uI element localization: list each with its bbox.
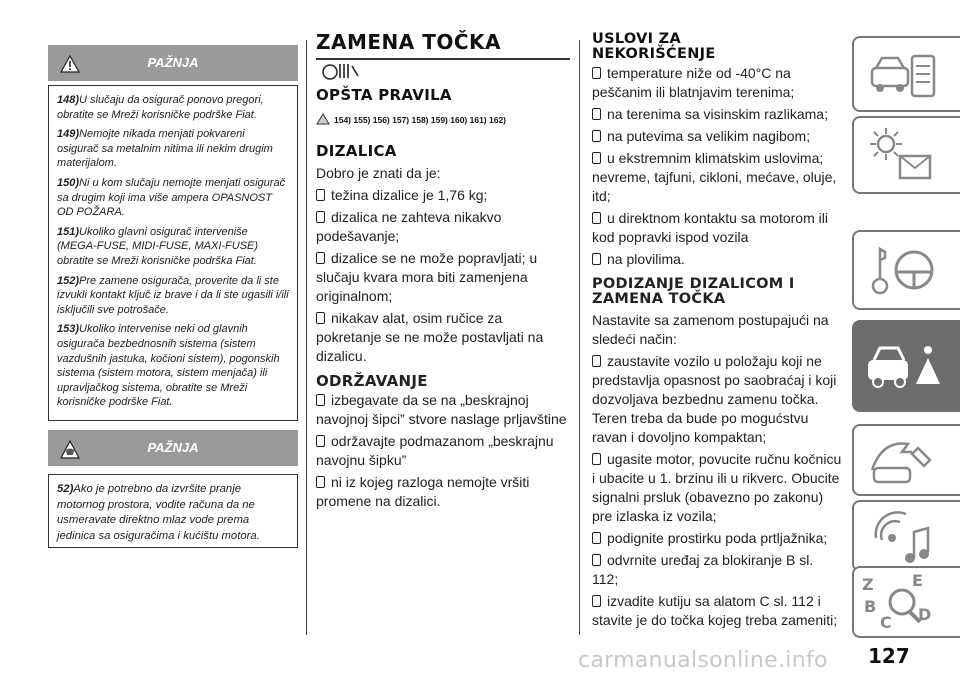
warning1-title: PAŽNJA <box>147 55 199 70</box>
list-item: na putevima sa velikim nagibom; <box>592 127 842 146</box>
list-item: na terenima sa visinskim razlikama; <box>592 105 842 124</box>
svg-text:C: C <box>880 613 892 632</box>
svg-text:Z: Z <box>862 575 874 594</box>
warning-engine-icon <box>60 440 80 460</box>
bullet-box-icon <box>592 532 601 544</box>
tab-car-dashboard[interactable] <box>852 36 960 112</box>
emergency-icon <box>864 332 944 402</box>
list-item: temperature niže od -40°C na peščanim ili blatnjavim terenima; <box>592 65 795 100</box>
key-steering-icon <box>868 240 938 304</box>
warning1-header <box>48 45 298 81</box>
references-line: 154) 155) 156) 157) 158) 159) 160) 161) 162) <box>316 113 506 125</box>
warning-paragraph: 52)Ako je potrebno da izvršite pranje motornog prostora, vodite računa da ne usmeravate direktno mlaz vode prema jedinica sa osiguračima i kućištu motora. <box>57 483 260 542</box>
watermark: carmanualsonline.info <box>578 648 828 673</box>
maintenance-icon <box>868 434 938 490</box>
column-divider <box>579 40 580 635</box>
warning2-header <box>48 430 298 466</box>
bullet-box-icon <box>316 211 325 223</box>
bullet-box-icon <box>592 355 601 367</box>
bullet-box-icon <box>592 108 601 120</box>
page-number: 127 <box>868 644 910 668</box>
maintenance-heading: ODRŽAVANJE <box>316 372 428 390</box>
bullet-box-icon <box>592 453 601 465</box>
bullet-box-icon <box>592 554 601 566</box>
list-item: odvrnite uređaj za blokiranje B sl. 112; <box>592 552 814 587</box>
bullet-box-icon <box>592 130 601 142</box>
bullet-box-icon <box>592 67 601 79</box>
warning-triangle-icon <box>60 55 80 73</box>
bullet-box-icon <box>592 212 601 224</box>
list-item: održavajte podmazanom „beskrajnu navojnu šipku” <box>316 433 554 468</box>
svg-text:B: B <box>864 597 877 616</box>
lifting-intro: Nastavite sa zamenom postupajući na sledeći način: <box>592 312 829 347</box>
warning1-box <box>48 85 298 421</box>
bullet-box-icon <box>592 595 601 607</box>
warning-paragraph: 150)Ni u kom slučaju nemojte menjati osigurač sa drugim koji ima više ampera OPASNOST OD POŽARA. <box>57 176 286 219</box>
list-item: zaustavite vozilo u položaju koji ne predstavlja opasnost po saobraćaj i koji dozvoljava bezbednu zamenu točka. Teren treba da bude po mogućstvu ravan i dovoljno kompaktan; <box>592 353 837 445</box>
warning-triangle-icon <box>316 113 330 125</box>
warning-paragraph: 148)U slučaju da osigurač ponovo pregori, obratite se Mreži korisničke podrške Fiat. <box>57 94 264 121</box>
tab-multimedia[interactable] <box>852 500 960 572</box>
bullet-box-icon <box>316 476 325 488</box>
list-item: izvadite kutiju sa alatom C sl. 112 i stavite je do točka kojeg treba zameniti; <box>592 593 838 628</box>
jack-intro: Dobro je znati da je: <box>316 165 441 181</box>
list-item: izbegavate da se na „beskrajnoj navojnoj šipci” stvore naslage prljavštine <box>316 392 567 427</box>
tab-index[interactable] <box>852 566 960 638</box>
bullet-box-icon <box>316 252 325 264</box>
bullet-box-icon <box>316 435 325 447</box>
conditions-heading: USLOVI ZA NEKORIŠĆENJE <box>592 31 716 62</box>
bullet-box-icon <box>592 152 601 164</box>
list-item: težina dizalice je 1,76 kg; <box>316 186 570 205</box>
page-title: ZAMENA TOČKA <box>316 30 502 54</box>
bullet-box-icon <box>316 312 325 324</box>
list-item: dizalica ne zahteva nikakvo podešavanje; <box>316 209 502 244</box>
tab-emergency[interactable] <box>852 320 960 412</box>
general-rules-heading: OPŠTA PRAVILA <box>316 86 452 104</box>
tab-warning-lights[interactable] <box>852 116 960 194</box>
list-item: u ekstremnim klimatskim uslovima; nevreme, tajfuni, cikloni, mećave, oluje, itd; <box>592 150 837 204</box>
list-item: ugasite motor, povucite ručnu kočnicu i ubacite u 1. brzinu ili u rikverc. Obucite signalni prsluk (obavezno po zakonu) pre izlaska iz vozila; <box>592 451 842 524</box>
car-dashboard-icon <box>868 46 938 106</box>
jack-heading: DIZALICA <box>316 142 397 160</box>
list-item: podignite prostirku poda prtljažnika; <box>592 529 842 548</box>
warning-paragraph: 151)Ukoliko glavni osigurač interveniše (MEGA-FUSE, MIDI-FUSE, MAXI-FUSE) obratite se Mreži korisničke podrška Fiat. <box>57 225 259 267</box>
bullet-box-icon <box>316 189 325 201</box>
column-divider <box>306 40 307 635</box>
index-icon <box>862 572 938 634</box>
list-item: nikakav alat, osim ručice za pokretanje se ne može postavljati na dizalicu. <box>316 310 544 364</box>
list-item: ni iz kojeg razloga nemojte vršiti promene na dizalici. <box>316 474 530 509</box>
multimedia-icon <box>868 508 938 568</box>
lifting-heading: PODIZANJE DIZALICOM I ZAMENA TOČKA <box>592 276 795 307</box>
warning2-box <box>48 474 298 548</box>
warning-lights-icon <box>868 126 938 188</box>
svg-text:E: E <box>912 572 923 590</box>
list-item: dizalice se ne može popravljati; u slučaju kvara mora biti zamenjena originalnom; <box>316 250 538 304</box>
bullet-box-icon <box>592 253 601 265</box>
wheel-change-icon <box>316 60 364 82</box>
bullet-box-icon <box>316 394 325 406</box>
tab-maintenance[interactable] <box>852 424 960 496</box>
list-item: u direktnom kontaktu sa motorom ili kod popravki ispod vozila <box>592 210 828 245</box>
tab-key-steering[interactable] <box>852 230 960 310</box>
warning-paragraph: 152)Pre zamene osigurača, proverite da li ste izvukli kontakt ključ iz brave i da li ste ugasili i/ili isključili sve potrošače. <box>57 274 289 316</box>
list-item: na plovilima. <box>592 250 842 269</box>
svg-text:D: D <box>918 605 932 624</box>
warning-paragraph: 149)Nemojte nikada menjati pokvareni osigurač sa metalnim nitima ili nekim drugim materijalom. <box>57 128 273 170</box>
warning2-title: PAŽNJA <box>147 440 199 455</box>
warning-paragraph: 153)Ukoliko intervenise neki od glavnih osigurača bezbednosnih sistema (sistem vazdušnih jastuka, kočioni sistem), pogonskih sistema (sistem motora, sistem menjača) ili upravljačkog sistema, obratite se Mreži korisničke podrške Fiat. <box>57 323 280 409</box>
